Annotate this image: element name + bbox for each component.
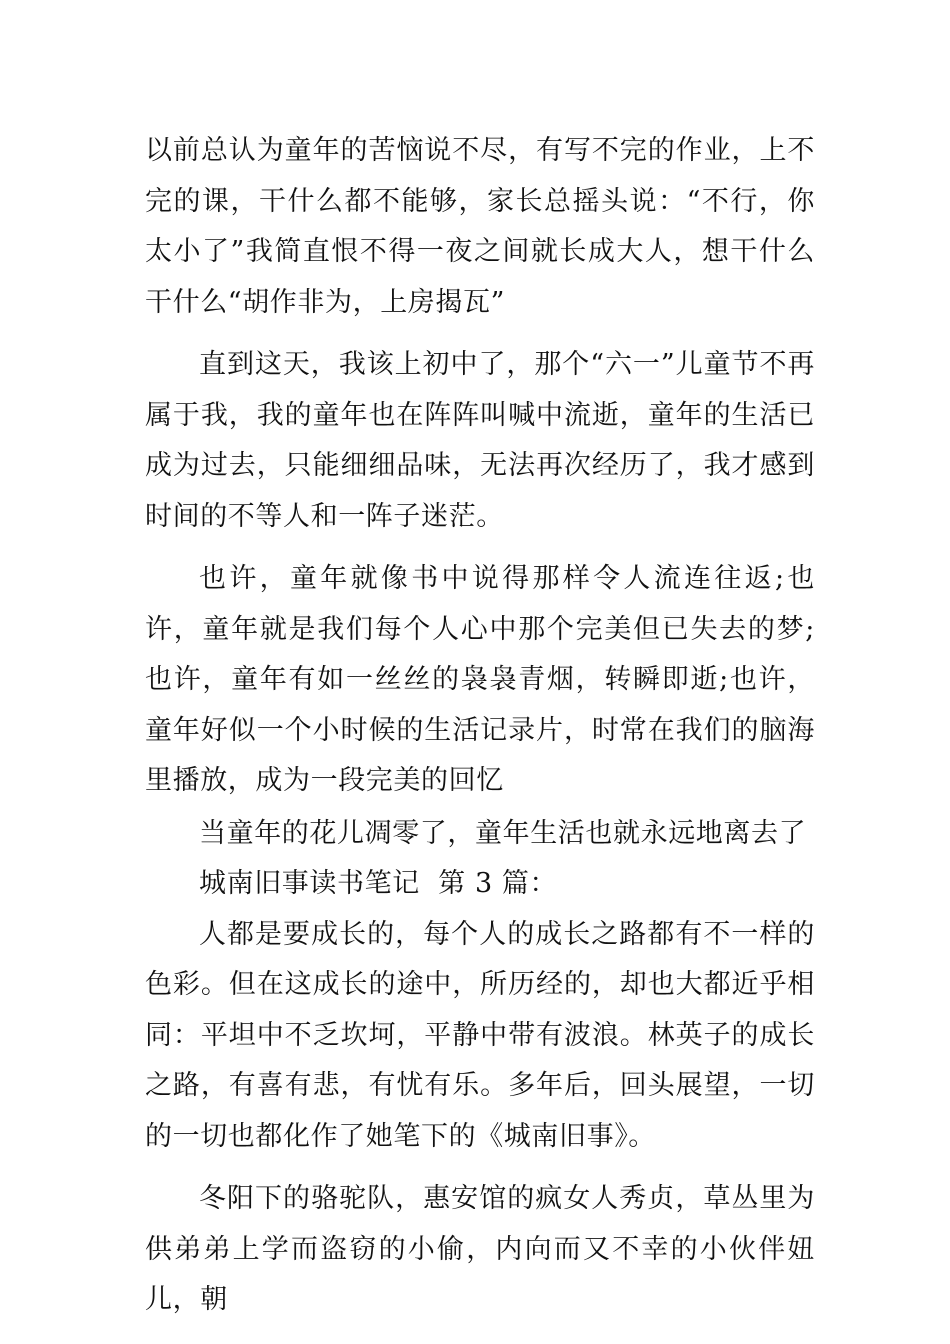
- section-heading: 城南旧事读书笔记 第 3 篇：: [199, 868, 558, 899]
- paragraph-childhood-worries: 以前总认为童年的苦恼说不尽，有写不完的作业，上不完的课，干什么都不能够，家长总摇头说：“不行，你太小了”我简直恨不得一夜之间就长成大人，想干什么干什么“胡作非为，上房揭瓦”: [145, 135, 815, 318]
- paragraph-camel-caravan: 冬阳下的骆驼队，惠安馆的疯女人秀贞，草丛里为供弟弟上学而盗窃的小偷，内向而又不幸的小伙伴妞儿，朝: [145, 1183, 815, 1315]
- paragraph-perhaps-childhood: 也许，童年就像书中说得那样令人流连往返;也许，童年就是我们每个人心中那个完美但已失去的梦;也许，童年有如一丝丝的袅袅青烟，转瞬即逝;也许，童年好似一个小时候的生活记录片，时常在我们的脑海里播放，成为一段完美的回忆: [145, 563, 815, 796]
- paragraph-middle-school: 直到这天，我该上初中了，那个“六一”儿童节不再属于我，我的童年也在阵阵叫喊中流逝，童年的生活已成为过去，只能细细品味，无法再次经历了，我才感到时间的不等人和一阵子迷茫。: [145, 349, 815, 532]
- document-body: [145, 126, 815, 1326]
- paragraph-growing-up: 人都是要成长的，每个人的成长之路都有不一样的色彩。但在这成长的途中，所历经的，却也大都近乎相同：平坦中不乏坎坷，平静中带有波浪。林英子的成长之路，有喜有悲，有忧有乐。多年后，回头展望，一切的一切也都化作了她笔下的《城南旧事》。: [145, 918, 815, 1152]
- paragraph-flowers-wither: 当童年的花儿凋零了，童年生活也就永远地离去了: [199, 817, 807, 849]
